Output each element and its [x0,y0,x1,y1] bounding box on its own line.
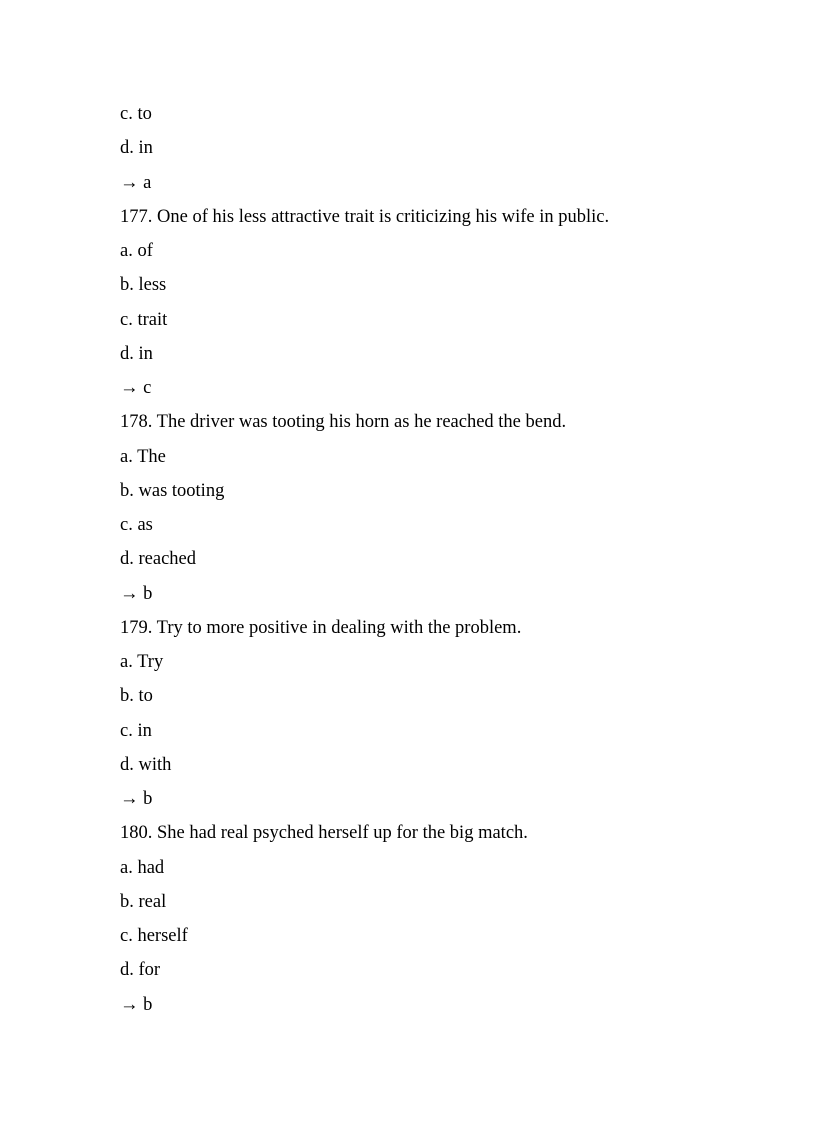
option-line: a. had [120,857,165,878]
option-line: c. to [120,104,152,124]
option-line: b. to [120,686,153,707]
option-line: d. in [120,343,153,364]
answer-line: → b [120,994,153,1015]
answer-line: → b [120,789,153,809]
option-line: b. less [120,275,167,296]
answer-line: → a [120,172,152,193]
question-179: 179. Try to more positive in dealing with the problem. [120,617,522,638]
option-line: c. trait [120,309,168,330]
option-line: a. Try [120,652,164,672]
document-page [120,101,760,1026]
option-line: c. herself [120,926,188,946]
option-line: c. as [120,515,153,535]
answer-line: → b [120,583,153,604]
option-line: a. The [120,446,166,467]
option-line: d. for [120,960,161,981]
option-line: d. with [120,754,172,775]
question-177: 177. One of his less attractive trait is criticizing his wife in public. [120,206,610,227]
option-line: c. in [120,720,152,741]
option-line: b. real [120,891,167,912]
question-178: 178. The driver was tooting his horn as he reached the bend. [120,412,567,433]
answer-line: → c [120,378,152,398]
question-180: 180. She had real psyched herself up for the big match. [120,823,528,844]
option-line: b. was tooting [120,480,225,501]
option-line: a. of [120,241,153,261]
option-line: d. reached [120,549,197,570]
option-line: d. in [120,138,153,159]
